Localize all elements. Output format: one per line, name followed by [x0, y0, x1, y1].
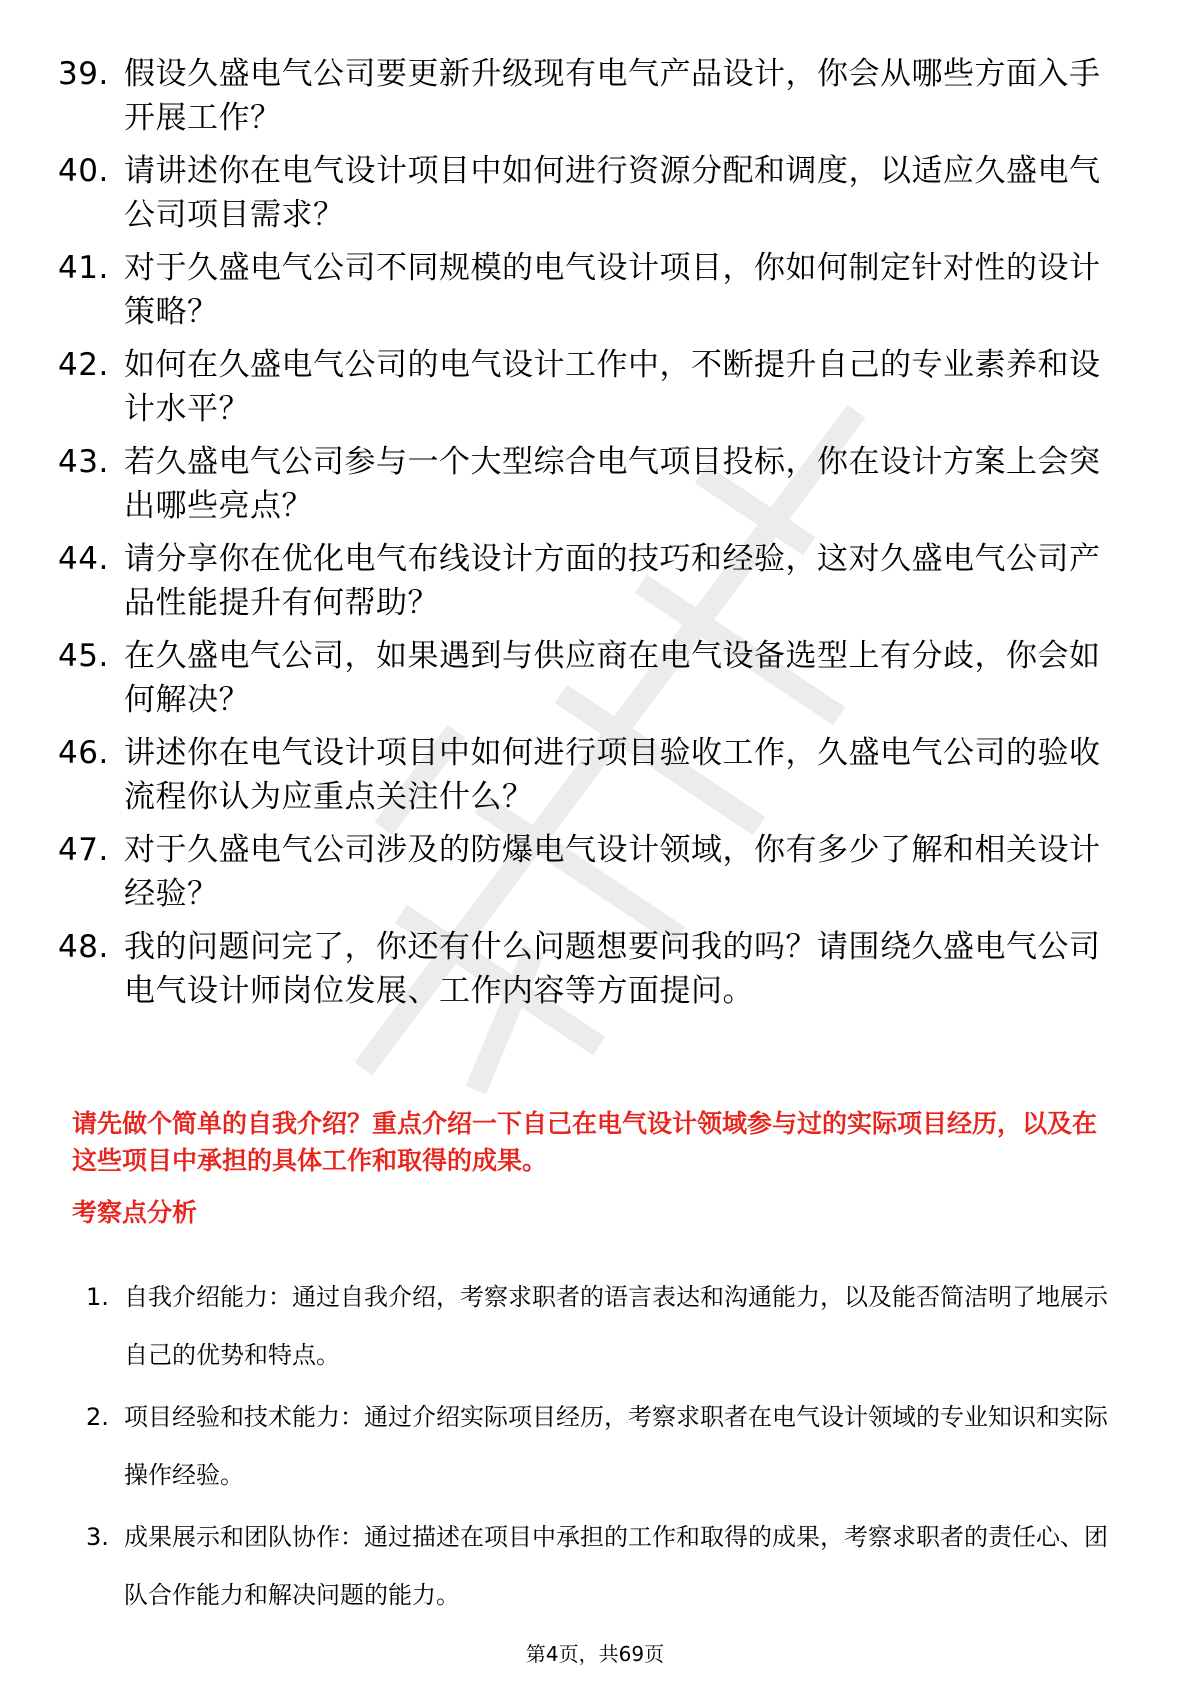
question-text: 假设久盛电气公司要更新升级现有电气产品设计，你会从哪些方面入手开展工作？: [124, 56, 1101, 136]
question-number: 46.: [58, 735, 109, 771]
analysis-number: 1.: [86, 1283, 109, 1311]
section-title: 考察点分析: [72, 1198, 198, 1227]
question-number: 40.: [58, 153, 109, 189]
question-item: [58, 440, 1118, 528]
analysis-number: 3.: [86, 1523, 109, 1551]
question-item: [58, 149, 1118, 237]
analysis-text: 项目经验和技术能力：通过介绍实际项目经历，考察求职者在电气设计领域的专业知识和实际操作经验。: [124, 1403, 1108, 1489]
analysis-item: [86, 1268, 1118, 1384]
question-number: 48.: [58, 929, 109, 965]
question-number: 43.: [58, 444, 109, 480]
question-item: [58, 537, 1118, 625]
question-number: 42.: [58, 347, 109, 383]
question-number: 44.: [58, 541, 109, 577]
question-text: 若久盛电气公司参与一个大型综合电气项目投标，你在设计方案上会突出哪些亮点？: [124, 444, 1101, 524]
analysis-list: [86, 1268, 1118, 1628]
question-list: [58, 52, 1118, 1022]
question-text: 请分享你在优化电气布线设计方面的技巧和经验，这对久盛电气公司产品性能提升有何帮助？: [124, 541, 1101, 621]
highlight-question: 请先做个简单的自我介绍？重点介绍一下自己在电气设计领域参与过的实际项目经历，以及在这些项目中承担的具体工作和取得的成果。: [72, 1109, 1098, 1175]
question-text: 如何在久盛电气公司的电气设计工作中，不断提升自己的专业素养和设计水平？: [124, 347, 1101, 427]
analysis-item: [86, 1388, 1118, 1504]
analysis-number: 2.: [86, 1403, 109, 1431]
question-item: [58, 246, 1118, 334]
question-item: [58, 634, 1118, 722]
page-footer: 第4页，共69页: [525, 1642, 665, 1666]
analysis-item: [86, 1508, 1118, 1624]
question-item: [58, 828, 1118, 916]
analysis-text: 自我介绍能力：通过自我介绍，考察求职者的语言表达和沟通能力，以及能否简洁明了地展示自己的优势和特点。: [124, 1283, 1108, 1369]
question-number: 39.: [58, 56, 109, 92]
question-text: 我的问题问完了，你还有什么问题想要问我的吗？请围绕久盛电气公司电气设计师岗位发展、工作内容等方面提问。: [124, 929, 1101, 1009]
question-item: [58, 731, 1118, 819]
question-text: 对于久盛电气公司不同规模的电气设计项目，你如何制定针对性的设计策略？: [124, 250, 1101, 330]
question-item: [58, 925, 1118, 1013]
question-item: [58, 343, 1118, 431]
question-item: [58, 52, 1118, 140]
analysis-text: 成果展示和团队协作：通过描述在项目中承担的工作和取得的成果，考察求职者的责任心、团队合作能力和解决问题的能力。: [124, 1523, 1108, 1609]
question-text: 在久盛电气公司，如果遇到与供应商在电气设备选型上有分歧，你会如何解决？: [124, 638, 1101, 718]
question-text: 讲述你在电气设计项目中如何进行项目验收工作，久盛电气公司的验收流程你认为应重点关注什么？: [124, 735, 1101, 815]
question-text: 请讲述你在电气设计项目中如何进行资源分配和调度，以适应久盛电气公司项目需求？: [124, 153, 1101, 233]
question-number: 45.: [58, 638, 109, 674]
question-text: 对于久盛电气公司涉及的防爆电气设计领域，你有多少了解和相关设计经验？: [124, 832, 1101, 912]
question-number: 41.: [58, 250, 109, 286]
question-number: 47.: [58, 832, 109, 868]
